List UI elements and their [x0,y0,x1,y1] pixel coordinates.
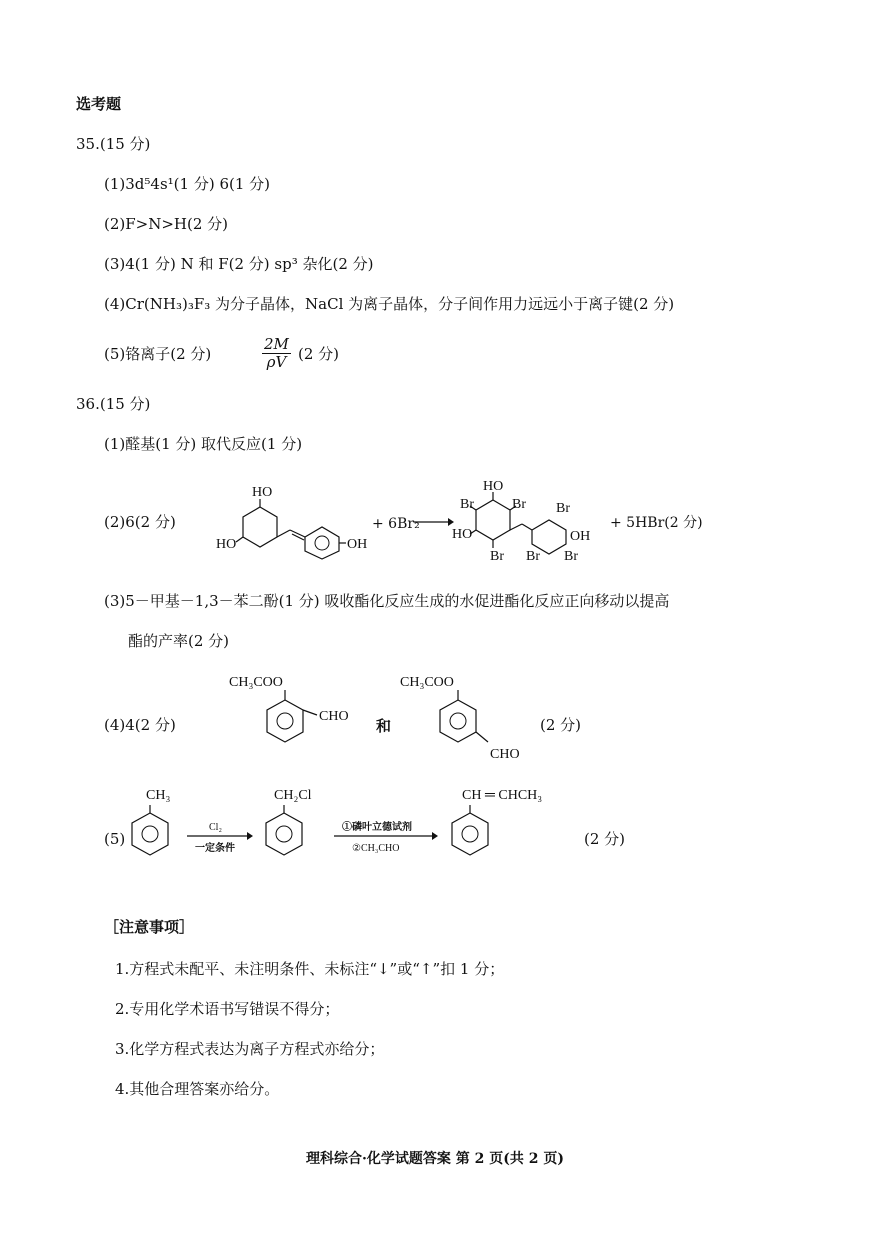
benzyl-chloride-structure [262,785,342,860]
isomer1-cho: CHO [319,709,349,724]
reactant-structure [210,485,370,560]
density-fraction [262,336,291,371]
product-structure [448,478,608,563]
q35-part2: (2)F>N>H(2 分) [104,215,229,233]
product-br-1: Br [460,497,474,512]
fraction-denominator: ρV [266,353,287,371]
note-item-2: 2.专用化学术语书写错误不得分； [115,1000,340,1018]
product-br-5: Br [556,501,570,516]
product-ho-top: HO [483,479,504,494]
and-connector: 和 [376,717,392,735]
q35-part1: (1)3d⁵4s¹(1 分) 6(1 分) [104,175,271,193]
reactant-oh-right: OH [347,537,368,552]
toluene-ch3: CH₃ [146,788,171,803]
isomer1-ester: CH₃COO [229,675,283,690]
isomer-ortho [225,670,375,755]
reagent-br2: + 6Br₂ [372,516,420,532]
q36-part3-line2: 酯的产率(2 分) [128,632,230,650]
q36-part1: (1)醛基(1 分) 取代反应(1 分) [104,435,303,453]
q36-part4-score: (2 分) [540,716,582,734]
step2-reagent1: ①磷叶立德试剂 [342,822,412,833]
product-oh: OH [570,529,591,544]
note-item-4: 4.其他合理答案亦给分。 [115,1080,280,1098]
q35-header: 35.(15 分) [76,135,151,153]
product-br-6: Br [564,549,578,563]
q36-part5-score: (2 分) [584,830,626,848]
ch2cl-label: CH₂Cl [274,788,312,803]
step2-reagent2: ②CH₃CHO [352,843,400,854]
isomer-meta [398,670,548,765]
product-br-3: Br [490,549,504,563]
product-hbr: + 5HBr(2 分) [610,515,703,531]
q36-part4-prefix: (4)4(2 分) [104,716,176,734]
step1-arrow [185,818,255,858]
propenylbenzene-structure [448,785,588,860]
section-title: 选考题 [76,95,122,113]
q36-part5-prefix: (5) [104,830,126,848]
isomer2-cho: CHO [490,747,520,762]
step1-reagent: Cl₂ [209,822,222,833]
fraction-numerator: 2M [264,335,289,353]
q36-part3-line1: (3)5－甲基－1,3－苯二酚(1 分) 吸收酯化反应生成的水促进酯化反应正向移动以提高 [104,592,670,610]
product-br-4: Br [526,549,540,563]
product-br-2: Br [512,497,526,512]
note-item-1: 1.方程式未配平、未注明条件、未标注“↓”或“↑”扣 1 分； [115,960,505,978]
step2-arrow [332,818,442,858]
product-ho-left: HO [452,527,473,542]
reactant-ho-top: HO [252,485,273,500]
notes-title: ［注意事项］ [104,918,195,936]
note-item-3: 3.化学方程式表达为离子方程式亦给分； [115,1040,385,1058]
page-footer: 理科综合·化学试题答案 第 2 页(共 2 页) [306,1151,564,1167]
q35-part3: (3)4(1 分) N 和 F(2 分) sp³ 杂化(2 分) [104,255,374,273]
isomer2-ester: CH₃COO [400,675,454,690]
reactant-ho-left: HO [216,537,237,552]
q35-part4: (4)Cr(NH₃)₃F₃ 为分子晶体，NaCl 为离子晶体，分子间作用力远远小于离子键(2 分) [104,295,675,313]
q35-part5-prefix: (5)铬离子(2 分) [104,345,212,363]
q35-part5-suffix: (2 分) [298,345,340,363]
step1-condition: 一定条件 [195,843,235,854]
toluene-structure [128,785,188,860]
product-chain: CH ═ CHCH₃ [462,788,543,803]
q36-part2-prefix: (2)6(2 分) [104,513,176,531]
q36-header: 36.(15 分) [76,395,151,413]
